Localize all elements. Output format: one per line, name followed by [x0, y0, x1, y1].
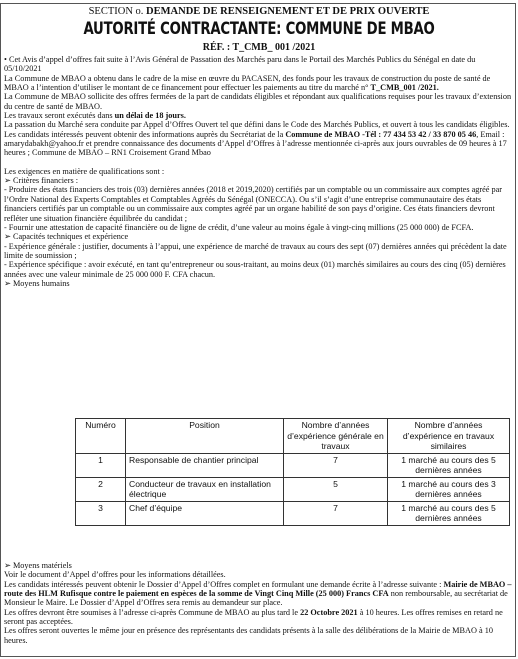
- staff-table: [75, 418, 510, 526]
- paragraph-submission: [4, 608, 514, 627]
- header-position: Position: [126, 419, 284, 454]
- row-similar-years: 1 marché au cours des 5 dernières années: [388, 501, 510, 525]
- paragraph-financial-statements: - Produire des états financiers des trois (03) dernières années (2018 et 2019,2020) certifiés par un comptable ou un commissaire aux comptes agréé par l’Ordre National des Experts Comptables et Comptables Agréés du Sénégal (ONECCA). Ou s’il s’agit d’une entreprise communautaire des états financiers certifiés par un comptable ou un commissaire aux comptes agréé par un organe habilité de son pays d’origine. Ces états financiers devront refléter une situation financière équilibrée du candidat ;: [4, 185, 503, 223]
- submission-date: 22 Octobre 2021: [300, 607, 358, 617]
- table-row: [76, 501, 510, 525]
- paragraph-contact: [4, 130, 514, 158]
- paragraph-deadline: [4, 111, 514, 120]
- row-number: 1: [76, 453, 126, 477]
- table-row: [76, 477, 510, 501]
- row-general-years: 5: [284, 477, 388, 501]
- page-title: AUTORITÉ CONTRACTANTE: COMMUNE DE MBAO: [83, 19, 435, 39]
- notice-footer: [4, 561, 514, 645]
- table-header-row: [76, 419, 510, 454]
- heading-equipment: ➢ Moyens matériels: [4, 561, 72, 570]
- paragraph-specific-experience: - Expérience spécifique : avoir exécuté, en tant qu’entrepreneur ou sous-traitant, au moins deux (01) marchés similaires au cours des cinq (05) dernières années avec une valeur minimale de 25 000 000 F. CFA chacun.: [4, 260, 506, 279]
- reference-number: RÉF. : T_CMB_ 001 /2021: [202, 42, 316, 53]
- dossier-address-fee: Mairie de MBAO – route des HLM Rufisque contre le paiement en espèces de la somme de Vingt Cinq Mille (25 000) Francs CFA: [4, 579, 512, 599]
- deadline-text: Les travaux seront exécutés dans: [4, 111, 115, 121]
- row-position: Conducteur de travaux en installation électrique: [126, 477, 284, 501]
- heading-financial: ➢ Critères financiers :: [4, 176, 79, 186]
- paragraph-opening: Les offres seront ouvertes le même jour en présence des représentants des candidats présents à la salle des délibérations de la Mairie de MBAO à 10 heures.: [4, 626, 493, 645]
- deadline-value: un délai de 18 jours.: [114, 111, 186, 121]
- contact-email-address: , Email : amarydabakh@yahoo.fr et prendre connaissance des documents d’Appel d’Offres à l’adresse mentionnée ci-après aux jours ouvrables de 09 heures à 17 heures ; Commune de MBAO – RN1 Croisement Grand Mbao: [4, 129, 507, 158]
- table-row: [76, 453, 510, 477]
- row-similar-years: 1 marché au cours des 5 dernières années: [388, 453, 510, 477]
- contact-text: Les candidats intéressés peuvent obtenir des informations auprès du Secrétariat de la: [4, 129, 286, 139]
- paragraph-funding: [4, 74, 514, 93]
- contact-phone: Commune de MBAO -Tél : 77 434 53 42 / 33 870 05 46: [285, 129, 477, 139]
- header-number: Numéro: [76, 419, 126, 454]
- header-similar-experience: Nombre d’années d’expérience en travaux similaires: [388, 419, 510, 454]
- section-prefix: SECTION o.: [88, 6, 147, 17]
- contract-number: T_CMB_001 /2021.: [370, 83, 439, 93]
- row-similar-years: 1 marché au cours des 3 dernières années: [388, 477, 510, 501]
- row-position: Responsable de chantier principal: [126, 453, 284, 477]
- header-general-experience: Nombre d’années d’expérience générale en travaux: [284, 419, 388, 454]
- dossier-text-end: non remboursable, au secrétariat de Monsieur le Maire. Le Dossier d’Appel d’Offres sera remis au demandeur sur place.: [4, 589, 508, 608]
- funding-text: La Commune de MBAO a obtenu dans le cadre de la mise en œuvre du PACASEN, des fonds pour les travaux de construction du poste de santé de MBAO a l’intention d’utiliser le montant de ce financement pour effectuer les paiements au titre du marché n°: [4, 73, 491, 93]
- section-heading: [0, 6, 518, 17]
- row-general-years: 7: [284, 453, 388, 477]
- paragraph-requirements: Les exigences en matière de qualifications sont :: [4, 166, 165, 176]
- paragraph-see-documents: Voir le document d’Appel d’offres pour les informations détaillées.: [4, 570, 226, 580]
- paragraph-financial-capacity: - Fournir une attestation de capacité financière ou de ligne de crédit, d’une valeur au moins égale à vingt-cinq millions (25 000 000) de FCFA.: [4, 222, 474, 232]
- heading-technical: ➢ Capacités techniques et expérience: [4, 232, 129, 242]
- row-general-years: 7: [284, 501, 388, 525]
- paragraph-general-experience: - Expérience générale : justifier, documents à l’appui, une expérience de marché de travaux au cours des sept (07) dernières années qui précèdent la date limite de soumission ;: [4, 241, 507, 260]
- paragraph-intro: • Cet Avis d’appel d’offres fait suite à l’Avis Général de Passation des Marchés paru dans le Portail des Marchés Publics du Sénégal en date du 05/10/2021: [4, 55, 476, 74]
- submission-text: Les offres devront être soumises à l’adresse ci-après Commune de MBAO au plus tard le: [4, 607, 301, 617]
- paragraph-procedure: La passation du Marché sera conduite par Appel d’Offres Ouvert tel que défini dans le Code des Marchés Publics, et ouvert à tous les candidats éligibles.: [4, 120, 510, 130]
- paragraph-solicitation: La Commune de MBAO sollicite des offres fermées de la part de candidats éligibles et répondant aux qualifications requises pour les travaux d’extension du centre de santé de MBAO.: [4, 92, 512, 111]
- section-title: DEMANDE DE RENSEIGNEMENT ET DE PRIX OUVERTE: [146, 6, 430, 17]
- row-number: 3: [76, 501, 126, 525]
- heading-human-resources: ➢ Moyens humains: [4, 278, 70, 288]
- paragraph-obtain-dossier: [4, 580, 514, 608]
- notice-body: [4, 55, 514, 288]
- row-number: 2: [76, 477, 126, 501]
- row-position: Chef d’équipe: [126, 501, 284, 525]
- dossier-text: Les candidats intéressés peuvent obtenir le Dossier d’Appel d’Offres complet en formulant une demande écrite à l’adresse suivante :: [4, 579, 444, 589]
- submission-text-end: à 10 heures. Les offres remises en retard ne seront pas acceptées.: [4, 607, 503, 627]
